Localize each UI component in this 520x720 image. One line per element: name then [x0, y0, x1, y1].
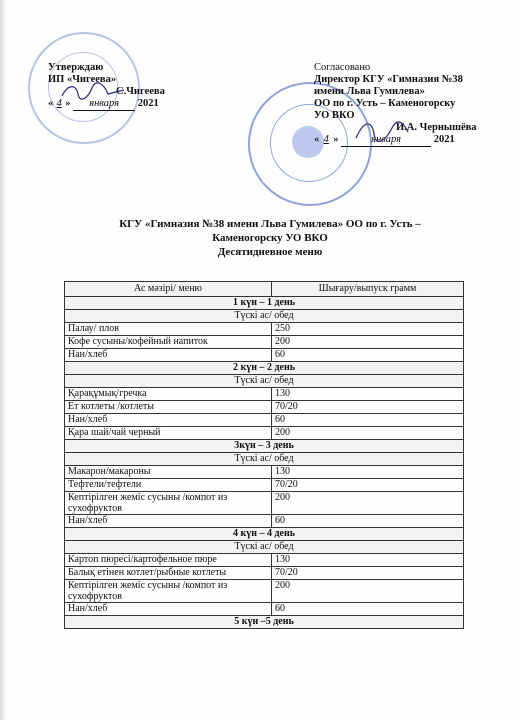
portion-cell: 60: [272, 414, 464, 427]
dish-name-cell: Картоп пюресі/картофельное пюре: [65, 554, 272, 567]
dish-name-cell: Нан/хлеб: [65, 414, 272, 427]
table-row: [65, 336, 464, 349]
table-row: [65, 479, 464, 492]
date-quote-open: «: [314, 134, 320, 145]
day-header-row: [65, 440, 464, 453]
dish-name-cell: Тефтели/тефтели: [65, 479, 272, 492]
table-row: [65, 580, 464, 603]
document-title: [70, 217, 470, 259]
portion-cell: 70/20: [272, 479, 464, 492]
dish-name-cell: Кептірілген жеміс сусыны /компот из сухофруктов: [65, 580, 272, 603]
portion-cell: 70/20: [272, 401, 464, 414]
day-label: 4 күн – 4 день: [65, 528, 464, 541]
table-header-row: [65, 282, 464, 297]
agreed-heading: Согласовано: [314, 62, 371, 73]
portion-cell: 70/20: [272, 567, 464, 580]
agreed-date-line: [314, 134, 514, 147]
date-year: 2021: [137, 98, 159, 109]
approve-heading: Утверждаю: [48, 62, 104, 73]
director-name: И.А. Чернышёва: [396, 122, 477, 133]
dish-name-cell: Нан/хлеб: [65, 349, 272, 362]
title-line-3: Десятидневное меню: [217, 246, 323, 258]
portion-cell: 200: [272, 427, 464, 440]
table-row: [65, 323, 464, 336]
table-row: [65, 414, 464, 427]
portion-cell: 200: [272, 492, 464, 515]
portion-cell: 60: [272, 515, 464, 528]
table-row: [65, 466, 464, 479]
table-row: [65, 603, 464, 616]
meal-label: Түскі ас/ обед: [65, 541, 464, 554]
dish-name-cell: Ет котлеты /котлеты: [65, 401, 272, 414]
day-label: 5 күн –5 день: [65, 616, 464, 629]
director-line-1: Директор КГУ «Гимназия №38: [314, 74, 463, 85]
portion-cell: 130: [272, 554, 464, 567]
date-month: января: [73, 98, 135, 111]
dish-name-cell: Кофе сусыны/кофейный напиток: [65, 336, 272, 349]
table-row: [65, 554, 464, 567]
day-label: 1 күн – 1 день: [65, 297, 464, 310]
day-label: 2 күн – 2 день: [65, 362, 464, 375]
meal-label: Түскі ас/ обед: [65, 310, 464, 323]
date-quote-close: »: [65, 98, 71, 109]
title-line-2: Каменогорску УО ВКО: [212, 232, 328, 244]
scan-edge-shadow: [0, 0, 6, 720]
table-row: [65, 427, 464, 440]
table-row: [65, 515, 464, 528]
dish-name-cell: Қарақұмық/гречка: [65, 388, 272, 401]
portion-cell: 60: [272, 349, 464, 362]
portion-cell: 250: [272, 323, 464, 336]
menu-table: [64, 281, 464, 629]
approve-org: ИП «Чигеева»: [48, 74, 117, 85]
meal-header-row: [65, 541, 464, 554]
dish-name-cell: Балық етінен котлет/рыбные котлеты: [65, 567, 272, 580]
dish-name-cell: Макарон/макароны: [65, 466, 272, 479]
day-header-row: [65, 297, 464, 310]
approval-block-right: [314, 62, 514, 147]
meal-label: Түскі ас/ обед: [65, 375, 464, 388]
day-header-row: [65, 362, 464, 375]
portion-cell: 60: [272, 603, 464, 616]
portion-cell: 200: [272, 580, 464, 603]
title-line-1: КГУ «Гимназия №38 имени Льва Гумилева» ОО по г. Усть –: [119, 218, 421, 230]
table-row: [65, 567, 464, 580]
portion-cell: 200: [272, 336, 464, 349]
director-line-3: ОО по г. Усть – Каменогорску: [314, 98, 456, 109]
approval-block-left: [48, 62, 198, 111]
dish-name-cell: Нан/хлеб: [65, 603, 272, 616]
dish-name-cell: Палау/ плов: [65, 323, 272, 336]
table-row: [65, 401, 464, 414]
meal-label: Түскі ас/ обед: [65, 453, 464, 466]
dish-name-cell: Кептірілген жеміс сусыны /компот из сухофруктов: [65, 492, 272, 515]
portion-cell: 130: [272, 466, 464, 479]
day-header-row: [65, 616, 464, 629]
director-line-2: имени Льва Гумилева»: [314, 86, 425, 97]
meal-header-row: [65, 453, 464, 466]
director-line-4: УО ВКО: [314, 110, 355, 121]
table-row: [65, 492, 464, 515]
date-day: 4: [323, 134, 329, 145]
date-month: января: [341, 134, 431, 147]
meal-header-row: [65, 375, 464, 388]
date-day: 4: [56, 98, 62, 109]
meal-header-row: [65, 310, 464, 323]
table-row: [65, 349, 464, 362]
dish-name-cell: Қара шай/чай черный: [65, 427, 272, 440]
column-header-output: Шығару/выпуск грамм: [272, 282, 464, 297]
approve-date-line: [48, 98, 198, 111]
approve-signer-name: С.Чигеева: [116, 86, 165, 97]
menu-table-body: [65, 297, 464, 629]
day-label: 3күн – 3 день: [65, 440, 464, 453]
day-header-row: [65, 528, 464, 541]
table-row: [65, 388, 464, 401]
date-year: 2021: [433, 134, 455, 145]
dish-name-cell: Нан/хлеб: [65, 515, 272, 528]
column-header-menu: Ас мәзірі/ меню: [65, 282, 272, 297]
portion-cell: 130: [272, 388, 464, 401]
date-quote-open: «: [48, 98, 54, 109]
date-quote-close: »: [333, 134, 339, 145]
